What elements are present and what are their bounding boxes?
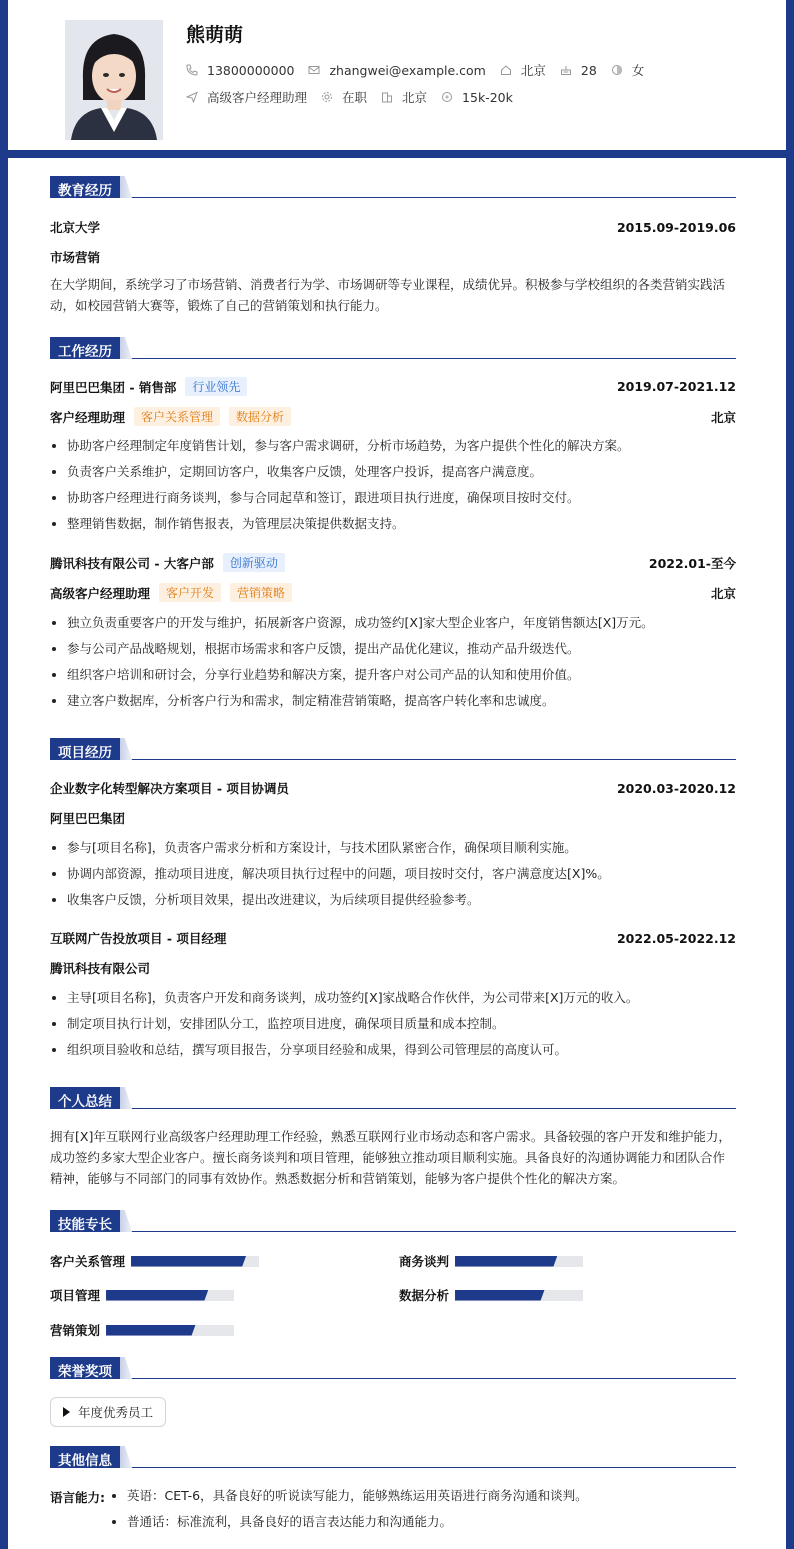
project-org-row [50, 959, 736, 977]
list-item: 收集客户反馈，分析项目效果，提出改进建议，为后续项目提供经验参考。 [50, 892, 736, 918]
skills-header [50, 1210, 736, 1232]
major-row [50, 248, 736, 266]
project-org-row [50, 809, 736, 827]
age-text: 28 [580, 62, 597, 78]
work-bullets [50, 615, 736, 719]
work-bullets [50, 438, 736, 542]
list-item: 参与[项目名称]，负责客户需求分析和方案设计，与技术团队紧密合作，确保项目顺利实施。 [50, 840, 736, 866]
skill-bar [455, 1290, 583, 1301]
role-name: 高级客户经理助理 [50, 585, 151, 601]
list-item: 独立负责重要客户的开发与维护，拓展新客户资源，成功签约[X]家大型企业客户，年度销售额达[X]万元。 [50, 615, 736, 641]
awards-section [50, 1357, 736, 1379]
skill-item [50, 1252, 259, 1270]
section-title: 技能专长 [50, 1210, 120, 1232]
gender-text: 女 [631, 63, 645, 78]
email-item [308, 63, 485, 78]
skills-section [50, 1210, 736, 1232]
major-name: 市场营销 [50, 250, 101, 265]
list-item: 英语：CET-6，具备良好的听说读写能力，能够熟练运用英语进行商务沟通和谈判。 [110, 1488, 736, 1514]
skill-bar-fill [455, 1290, 545, 1301]
send-icon [186, 91, 198, 103]
status-item [321, 88, 367, 106]
work-period: 2019.07-2021.12 [616, 379, 736, 394]
summary-text: 拥有[X]年互联网行业高级客户经理助理工作经验，熟悉互联网行业市场动态和客户需求。具备较强的客户开发和维护能力，成功签约多家大型企业客户。擅长商务谈判和项目管理，能够独立推动项目顺利实施。具备良好的沟通协调能力和团队合作精神，能够与不同部门的同事有效协作。熟悉数据分析和营销策划，能够为客户提供个性化的解决方案。 [50, 1129, 731, 1186]
gender-item [611, 61, 645, 79]
job-intent-row [186, 88, 527, 106]
section-title: 个人总结 [50, 1087, 120, 1109]
skill-bar [106, 1290, 234, 1301]
work-period: 2022.01-至今 [648, 555, 736, 571]
avatar [65, 20, 163, 140]
project-period: 2020.03-2020.12 [616, 780, 736, 796]
building-icon [381, 91, 393, 103]
work-role-row [50, 583, 736, 602]
section-title: 其他信息 [50, 1446, 120, 1468]
projects-header [50, 738, 736, 760]
role-tag: 营销策略 [230, 583, 292, 602]
target-position-item [186, 88, 307, 106]
work-role-row [50, 407, 736, 426]
company-tag: 行业领先 [185, 377, 247, 396]
list-item: 协助客户经理制定年度销售计划，参与客户需求调研，分析市场趋势，为客户提供个性化的解决方案。 [50, 438, 736, 464]
summary-section [50, 1087, 736, 1186]
mail-icon [308, 64, 320, 76]
company-name: 阿里巴巴集团 - 销售部 [50, 379, 177, 395]
awards-header [50, 1357, 736, 1379]
salary-item [441, 90, 513, 105]
cake-icon [560, 64, 572, 76]
project-bullets [50, 990, 736, 1068]
home-icon [500, 64, 512, 76]
skill-name: 数据分析 [399, 1288, 450, 1303]
project-bullets [50, 840, 736, 918]
role-tag: 客户开发 [159, 583, 221, 602]
skill-name: 项目管理 [50, 1288, 101, 1303]
project-title: 企业数字化转型解决方案项目 - 项目协调员 [50, 781, 289, 796]
education-row [50, 218, 736, 236]
company-tag: 创新驱动 [223, 553, 285, 572]
work-city: 北京 [710, 409, 736, 425]
status-text: 在职 [342, 90, 368, 105]
salary-text: 15k-20k [462, 89, 513, 105]
project-title: 互联网广告投放项目 - 项目经理 [50, 931, 227, 946]
resume-header [0, 0, 794, 158]
work-header [50, 337, 736, 359]
skill-bar-fill [455, 1256, 557, 1267]
section-decoration [120, 176, 132, 198]
award-text: 年度优秀员工 [78, 1405, 154, 1420]
role-tag: 客户关系管理 [134, 407, 220, 426]
portrait-image [65, 20, 163, 140]
list-item: 协调内部资源，推动项目进度，解决项目执行过程中的问题，项目按时交付，客户满意度达[X]%。 [50, 866, 736, 892]
skill-bar-fill [131, 1256, 246, 1267]
award-chip[interactable] [50, 1397, 166, 1427]
summary-header [50, 1087, 736, 1109]
list-item: 负责客户关系维护，定期回访客户，收集客户反馈，处理客户投诉，提高客户满意度。 [50, 464, 736, 490]
list-item: 主导[项目名称]，负责客户开发和商务谈判，成功签约[X]家战略合作伙伴，为公司带来[X]万元的收入。 [50, 990, 736, 1016]
section-decoration [120, 738, 132, 760]
company-name: 腾讯科技有限公司 - 大客户部 [50, 555, 214, 571]
skill-bar [106, 1325, 234, 1336]
skill-item [50, 1286, 234, 1304]
list-item: 建立客户数据库，分析客户行为和需求，制定精准营销策略，提高客户转化率和忠诚度。 [50, 693, 736, 719]
email-text[interactable]: zhangwei@example.com [329, 62, 486, 78]
coin-icon [441, 91, 453, 103]
skill-item [50, 1321, 234, 1339]
skill-bar [131, 1256, 259, 1267]
skill-bar [455, 1256, 583, 1267]
age-item [560, 63, 597, 78]
project-title-row [50, 779, 736, 797]
target-city-item [381, 88, 427, 106]
work-company-row [50, 553, 736, 572]
list-item: 普通话：标准流利，具备良好的语言表达能力和沟通能力。 [110, 1514, 736, 1540]
education-section [50, 176, 736, 313]
language-list [110, 1488, 736, 1540]
section-decoration [120, 1446, 132, 1468]
list-item: 组织客户培训和研讨会，分享行业趋势和解决方案，提升客户对公司产品的认知和使用价值。 [50, 667, 736, 693]
candidate-name: 熊萌萌 [186, 24, 244, 46]
project-org: 腾讯科技有限公司 [50, 961, 151, 976]
list-item: 协助客户经理进行商务谈判，参与合同起草和签订，跟进项目执行进度，确保项目按时交付。 [50, 490, 736, 516]
project-org: 阿里巴巴集团 [50, 811, 126, 826]
education-description: 在大学期间，系统学习了市场营销、消费者行为学、市场调研等专业课程，成绩优异。积极参与学校组织的各类营销实践活动，如校园营销大赛等，锻炼了自己的营销策划和执行能力。 [50, 277, 726, 313]
projects-section [50, 738, 736, 1057]
skill-bar-fill [106, 1290, 208, 1301]
gear-icon [321, 91, 333, 103]
role-name: 客户经理助理 [50, 409, 126, 425]
section-title: 教育经历 [50, 176, 120, 198]
phone-text: 13800000000 [207, 62, 295, 78]
phone-icon [186, 64, 198, 76]
target-city-text: 北京 [402, 90, 428, 105]
skill-name: 商务谈判 [399, 1254, 450, 1269]
phone-item [186, 63, 294, 78]
contact-row [186, 61, 658, 79]
education-period: 2015.09-2019.06 [616, 219, 736, 235]
play-triangle-icon [63, 1407, 70, 1417]
hometown-text: 北京 [520, 63, 546, 78]
work-city: 北京 [710, 585, 736, 601]
skill-bar-fill [106, 1325, 196, 1336]
skill-name: 营销策划 [50, 1323, 101, 1338]
role-tag: 数据分析 [229, 407, 291, 426]
section-title: 工作经历 [50, 337, 120, 359]
section-title: 项目经历 [50, 738, 120, 760]
section-decoration [120, 1210, 132, 1232]
section-title: 荣誉奖项 [50, 1357, 120, 1379]
other-header [50, 1446, 736, 1468]
section-decoration [120, 337, 132, 359]
school-name: 北京大学 [50, 220, 101, 235]
language-label: 语言能力: [50, 1490, 105, 1505]
list-item: 整理销售数据，制作销售报表，为管理层决策提供数据支持。 [50, 516, 736, 542]
work-section [50, 337, 736, 708]
target-position-text: 高级客户经理助理 [207, 90, 308, 105]
skill-name: 客户关系管理 [50, 1254, 126, 1269]
skill-item [399, 1252, 583, 1270]
project-title-row [50, 929, 736, 947]
work-company-row [50, 377, 736, 396]
other-section [50, 1446, 736, 1529]
list-item: 组织项目验收和总结，撰写项目报告，分享项目经验和成果，得到公司管理层的高度认可。 [50, 1042, 736, 1068]
list-item: 参与公司产品战略规划，根据市场需求和客户反馈，提出产品优化建议，推动产品升级迭代。 [50, 641, 736, 667]
project-period: 2022.05-2022.12 [616, 930, 736, 946]
section-decoration [120, 1357, 132, 1379]
gender-icon [611, 64, 623, 76]
skill-item [399, 1286, 583, 1304]
hometown-item [500, 61, 546, 79]
education-header [50, 176, 736, 198]
list-item: 制定项目执行计划，安排团队分工，监控项目进度，确保项目质量和成本控制。 [50, 1016, 736, 1042]
section-decoration [120, 1087, 132, 1109]
